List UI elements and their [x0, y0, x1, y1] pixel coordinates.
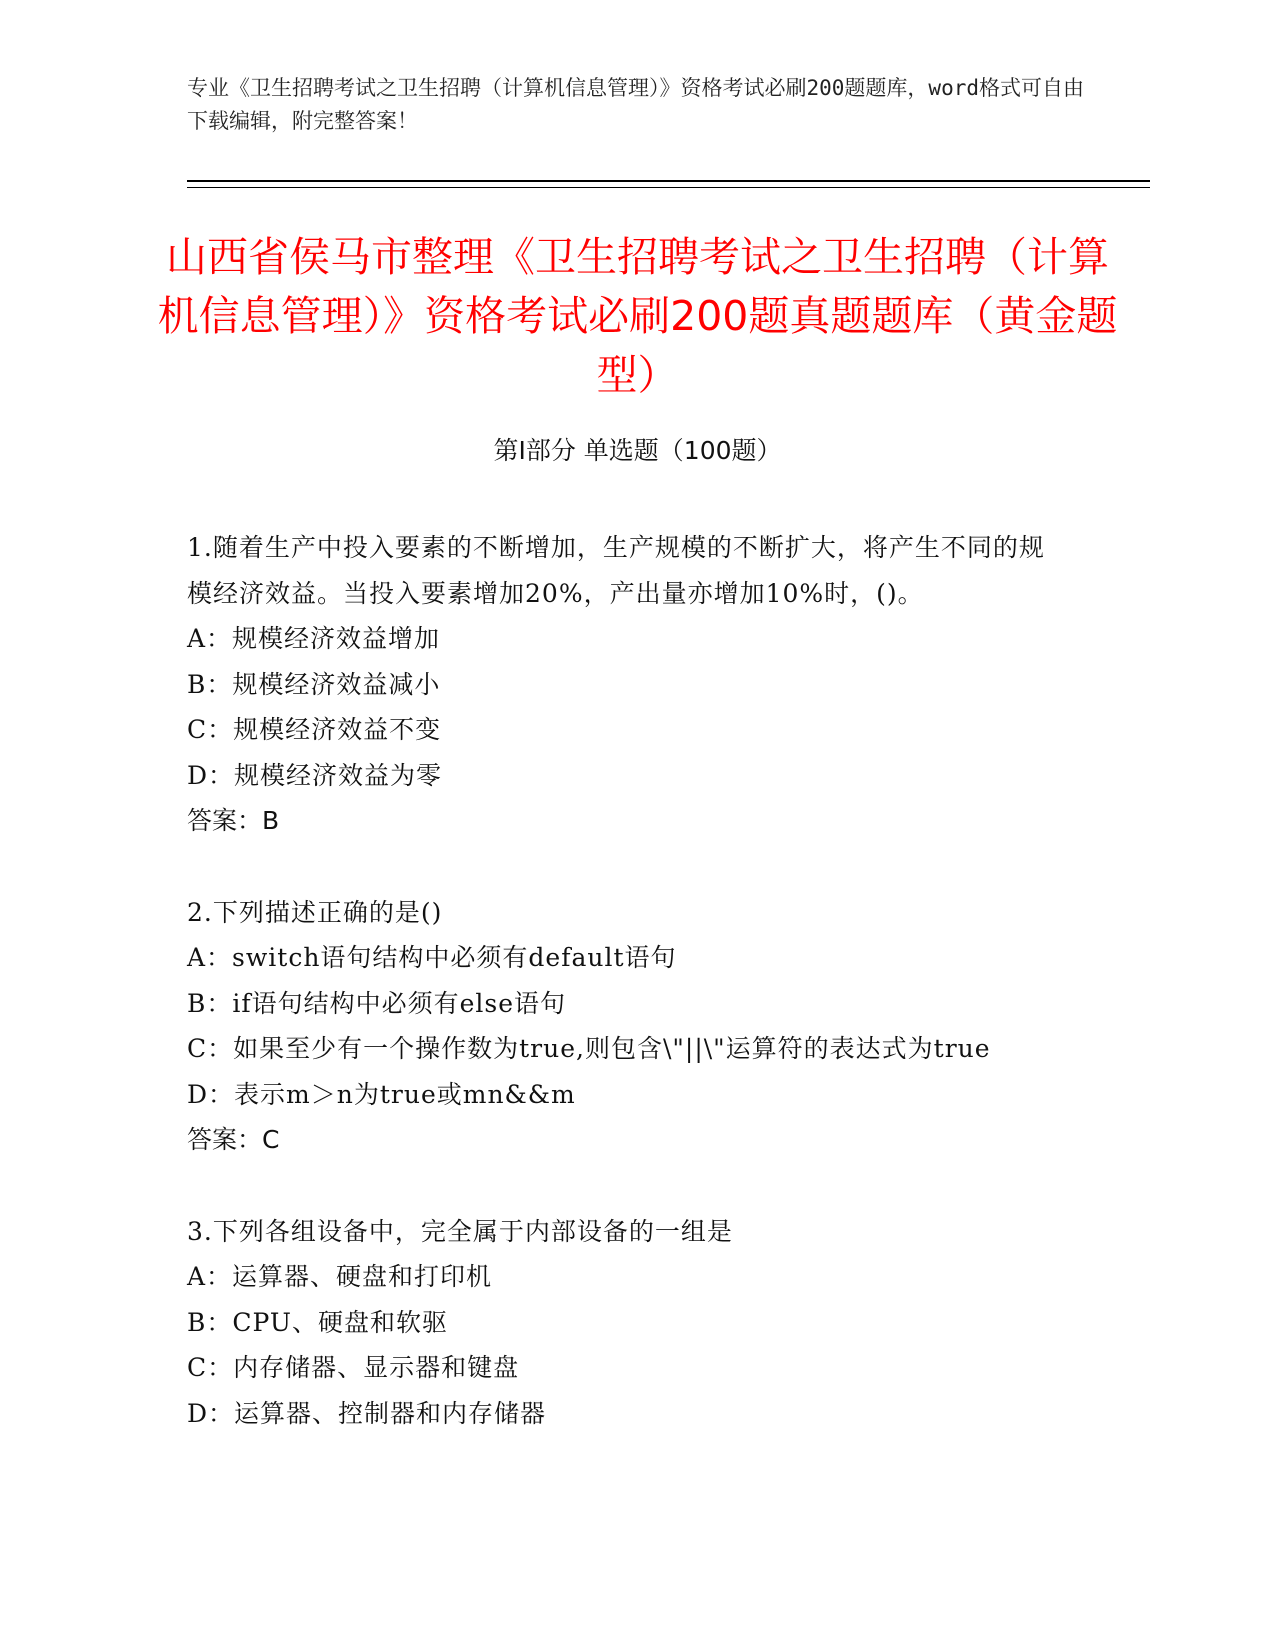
option-a: A：运算器、硬盘和打印机: [187, 1262, 493, 1291]
header-divider-thick: [187, 180, 1150, 182]
option-b: B：if语句结构中必须有else语句: [187, 988, 567, 1018]
option-a: A：switch语句结构中必须有default语句: [187, 943, 677, 972]
header-divider-thin: [187, 187, 1150, 188]
question-3: [187, 1209, 1067, 1437]
answer: 答案：C: [187, 1125, 280, 1154]
option-d: D：表示m＞n为true或mn&&m: [187, 1079, 576, 1109]
question-stem: 3.下列各组设备中，完全属于内部设备的一组是: [187, 1216, 733, 1246]
option-c: C：如果至少有一个操作数为true,则包含\"||\"运算符的表达式为true: [187, 1034, 991, 1063]
answer: 答案：B: [187, 806, 280, 835]
option-c: C：规模经济效益不变: [187, 715, 442, 744]
option-d: D：规模经济效益为零: [187, 760, 443, 790]
document-title: 山西省侯马市整理《卫生招聘考试之卫生招聘（计算机信息管理）》资格考试必刷200题真题题库（黄金题型）: [157, 233, 1118, 399]
question-list: [187, 525, 1067, 1482]
question-stem: 2.下列描述正确的是(): [187, 897, 443, 927]
option-b: B：规模经济效益减小: [187, 669, 441, 699]
option-b: B：CPU、硬盘和软驱: [187, 1307, 448, 1337]
option-a: A：规模经济效益增加: [187, 624, 441, 653]
section-heading: 第Ⅰ部分 单选题（100题）: [493, 436, 782, 465]
option-d: D：运算器、控制器和内存储器: [187, 1398, 547, 1428]
option-c: C：内存储器、显示器和键盘: [187, 1353, 520, 1382]
question-stem: 1.随着生产中投入要素的不断增加，生产规模的不断扩大，将产生不同的规模经济效益。当投入要素增加20%，产出量亦增加10%时，()。: [187, 533, 1045, 608]
header-note: 专业《卫生招聘考试之卫生招聘（计算机信息管理）》资格考试必刷200题题库，word格式可自由下载编辑，附完整答案！: [187, 76, 1084, 133]
question-1: [187, 525, 1067, 844]
question-2: [187, 890, 1067, 1163]
